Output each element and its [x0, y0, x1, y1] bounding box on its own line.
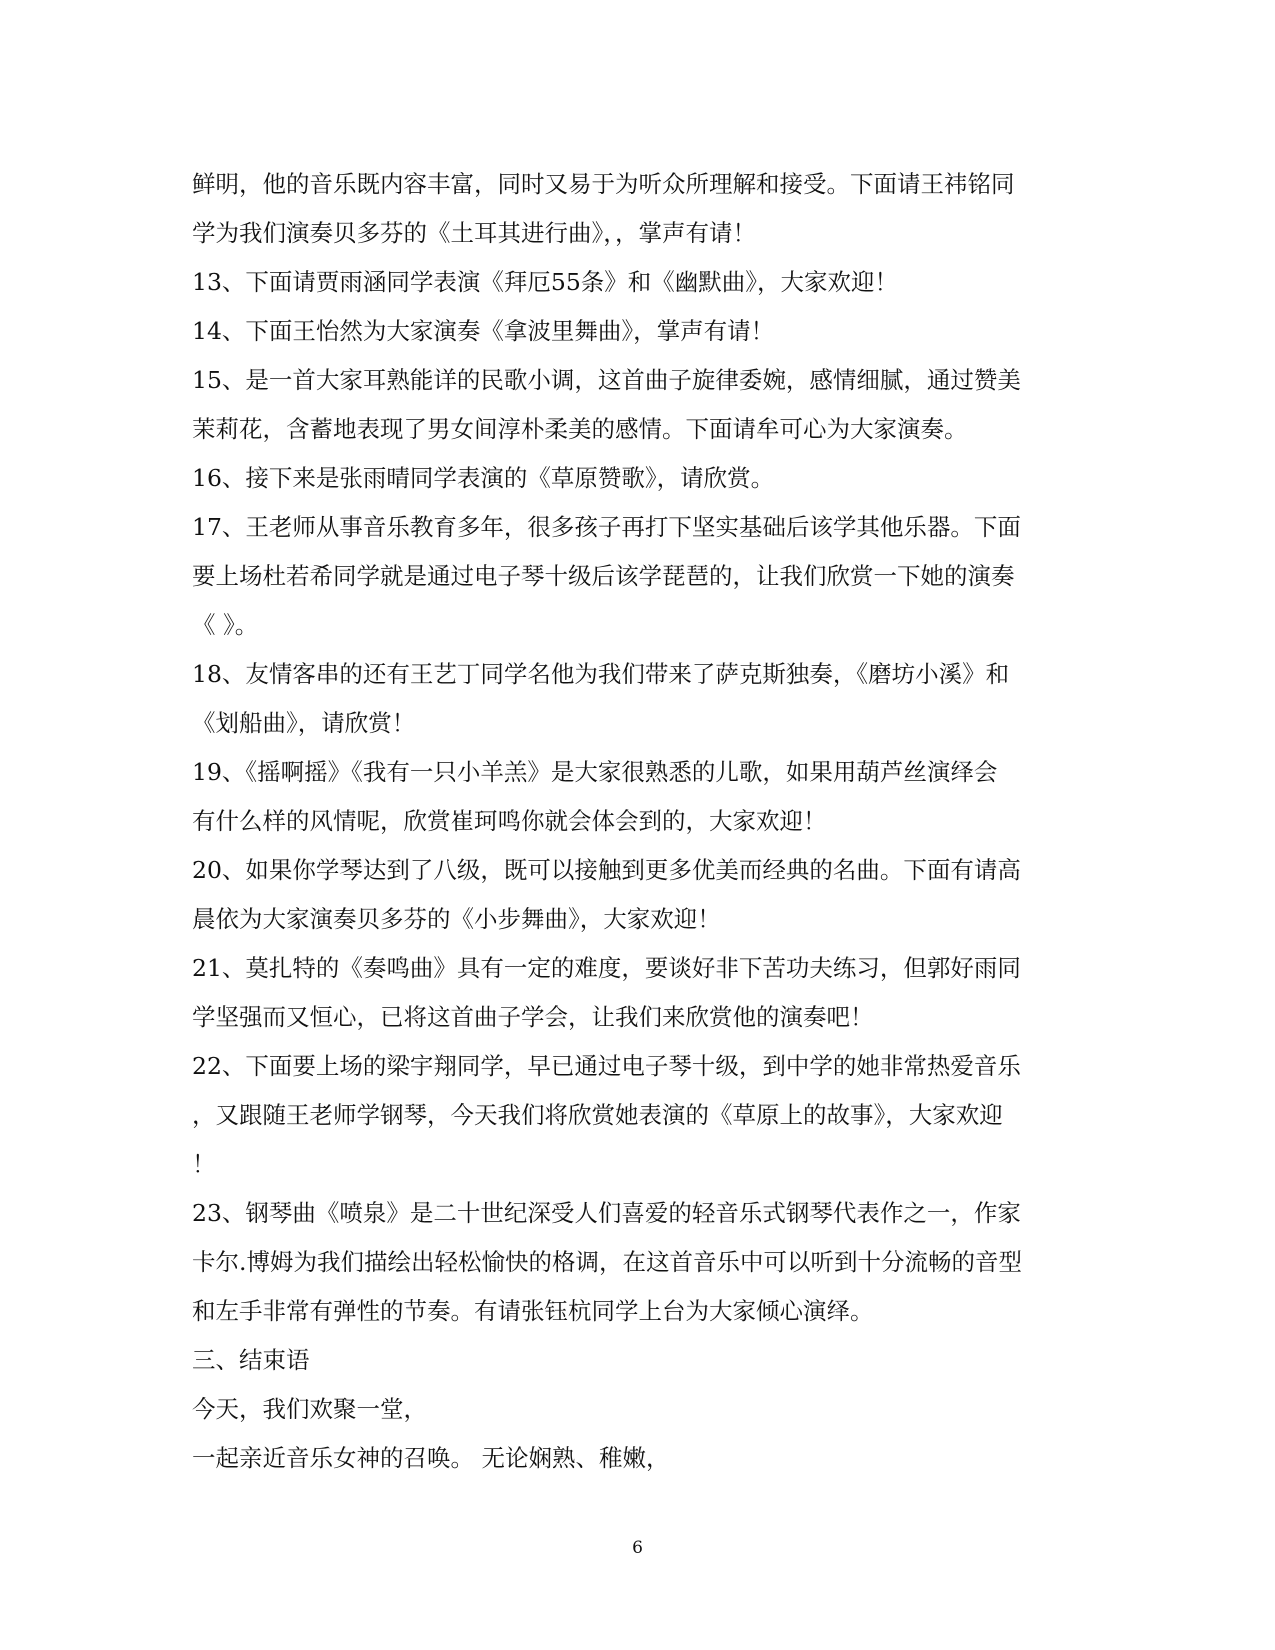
- text-line: 17、王老师从事音乐教育多年，很多孩子再打下坚实基础后该学其他乐器。下面: [192, 513, 1021, 541]
- text-line: 要上场杜若希同学就是通过电子琴十级后该学琵琶的，让我们欣赏一下她的演奏: [192, 562, 1015, 590]
- page-content: [192, 160, 1092, 1483]
- text-line: 茉莉花，含蓄地表现了男女间淳朴柔美的感情。下面请牟可心为大家演奏。: [192, 415, 968, 443]
- text-line: 22、下面要上场的梁宇翔同学，早已通过电子琴十级，到中学的她非常热爱音乐: [192, 1052, 1021, 1080]
- text-line: ，又跟随王老师学钢琴，今天我们将欣赏她表演的《草原上的故事》，大家欢迎: [192, 1101, 1003, 1129]
- text-line: 16、接下来是张雨晴同学表演的《草原赞歌》，请欣赏。: [192, 464, 775, 492]
- text-line: 23、钢琴曲《喷泉》是二十世纪深受人们喜爱的轻音乐式钢琴代表作之一，作家: [192, 1199, 1021, 1227]
- text-line: 卡尔.博姆为我们描绘出轻松愉快的格调，在这首音乐中可以听到十分流畅的音型: [192, 1248, 1022, 1276]
- text-line: 《 》。: [192, 611, 259, 639]
- text-line: 《划船曲》，请欣赏！: [192, 709, 416, 737]
- text-line: 鲜明，他的音乐既内容丰富，同时又易于为听众所理解和接受。下面请王祎铭同: [192, 170, 1015, 198]
- text-line: 和左手非常有弹性的节奏。有请张钰杭同学上台为大家倾心演绎。: [192, 1297, 874, 1325]
- text-line: 18、友情客串的还有王艺丁同学名他为我们带来了萨克斯独奏，《磨坊小溪》和: [192, 660, 1010, 688]
- text-line: 晨依为大家演奏贝多芬的《小步舞曲》，大家欢迎！: [192, 905, 721, 933]
- text-line: 一起亲近音乐女神的召唤。 无论娴熟、稚嫩，: [192, 1444, 670, 1472]
- text-line: 有什么样的风情呢，欣赏崔珂鸣你就会体会到的，大家欢迎！: [192, 807, 827, 835]
- text-line: 21、莫扎特的《奏鸣曲》具有一定的难度，要谈好非下苦功夫练习，但郭好雨同: [192, 954, 1021, 982]
- text-line: 20、如果你学琴达到了八级，既可以接触到更多优美而经典的名曲。下面有请高: [192, 856, 1021, 884]
- text-line: 19、《摇啊摇》《我有一只小羊羔》是大家很熟悉的儿歌，如果用葫芦丝演绎会: [192, 758, 998, 786]
- text-line: 学为我们演奏贝多芬的《土耳其进行曲》，，掌声有请！: [192, 219, 756, 247]
- page-number: 6: [632, 1538, 643, 1558]
- text-line: 15、是一首大家耳熟能详的民歌小调，这首曲子旋律委婉，感情细腻，通过赞美: [192, 366, 1021, 394]
- text-line: ！: [192, 1150, 216, 1178]
- text-line: 学坚强而又恒心，已将这首曲子学会，让我们来欣赏他的演奏吧！: [192, 1003, 874, 1031]
- section-heading: 三、结束语: [192, 1346, 310, 1374]
- text-line: 14、下面王怡然为大家演奏《拿波里舞曲》，掌声有请！: [192, 317, 775, 345]
- text-line: 13、下面请贾雨涵同学表演《拜厄55条》和《幽默曲》，大家欢迎！: [192, 268, 899, 296]
- text-line: 今天，我们欢聚一堂，: [192, 1395, 427, 1423]
